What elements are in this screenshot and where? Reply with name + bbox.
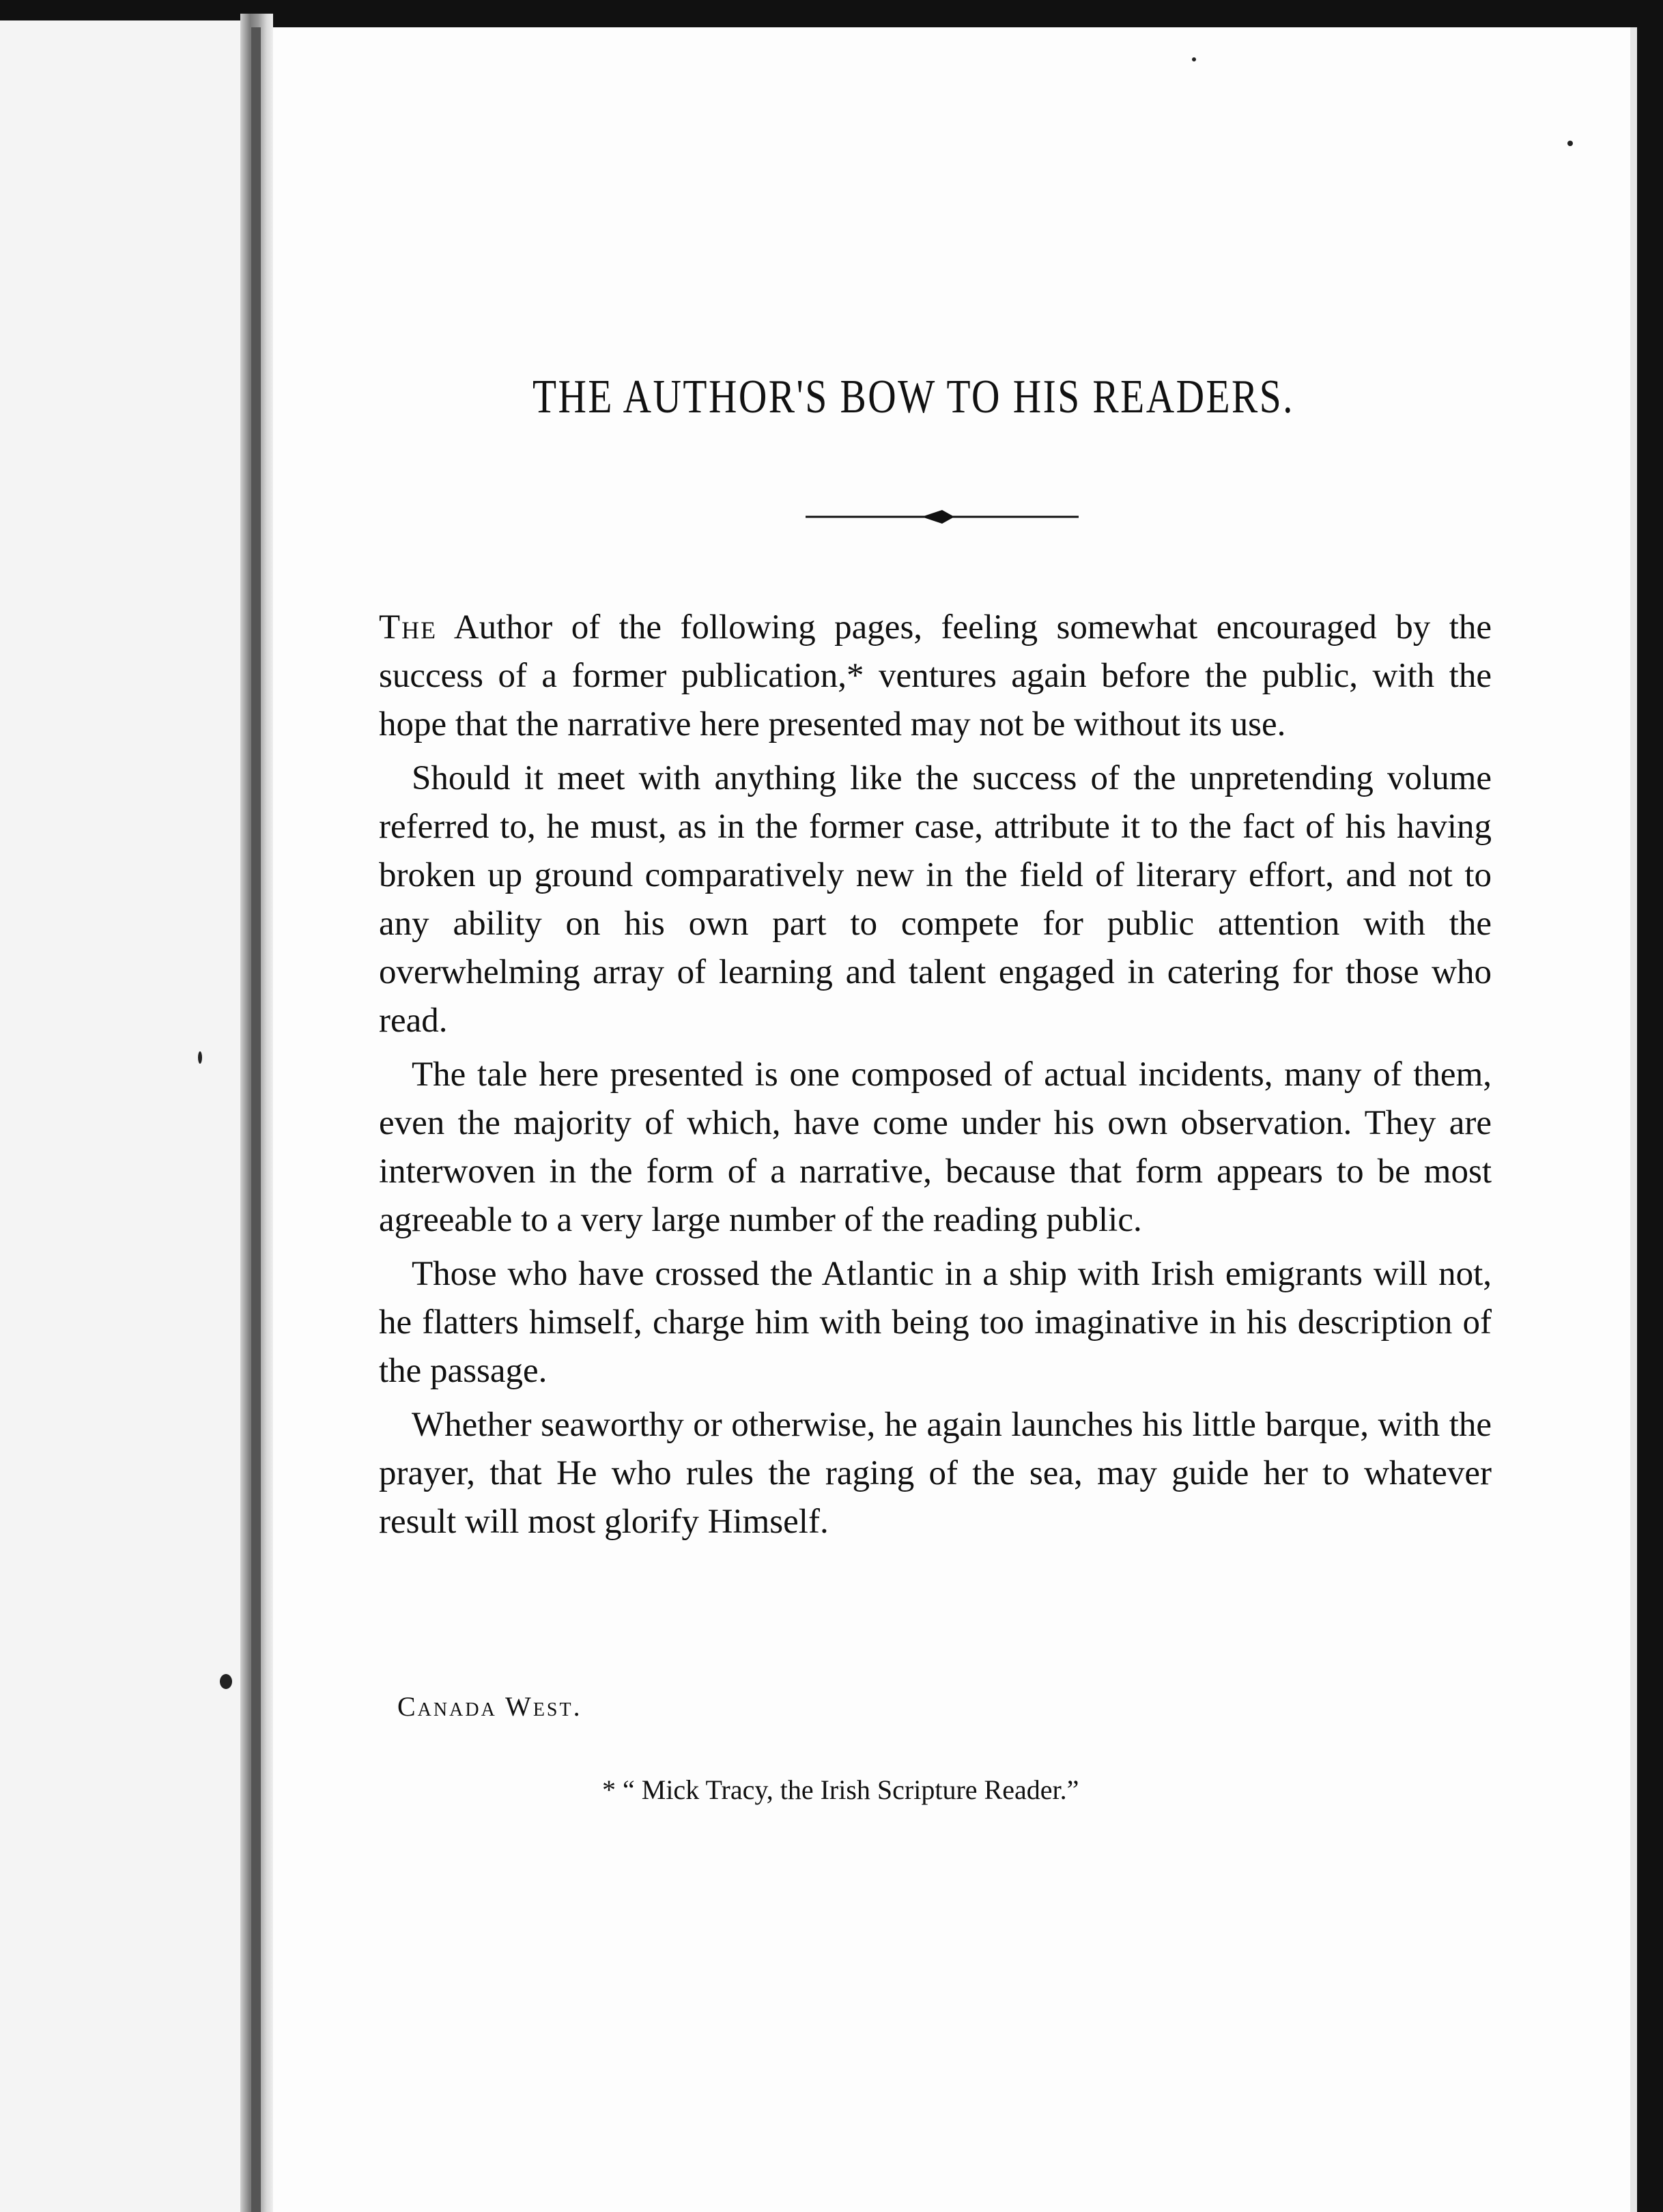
paragraph: Should it meet with anything like the success of the unpretending volume referred to, he must, as in the former case, attribute it to the fact of his having broken up ground comparatively new in the field of literary effort, and not to any ability on his own part to compete for public attention with the overwhelming array of learning and talent engaged in catering for those who read. xyxy=(379,759,1492,1040)
footnote: * “ Mick Tracy, the Irish Scripture Reader.” xyxy=(602,1774,1079,1805)
paragraph xyxy=(379,604,1492,749)
scan-right-edge xyxy=(1637,20,1663,2212)
paragraph: Whether seaworthy or otherwise, he again launches his little barque, with the prayer, that He who rules the raging of the sea, may guide her to whatever result will most glorify Himself. xyxy=(379,1406,1492,1541)
paragraph: Those who have crossed the Atlantic in a ship with Irish emigrants will not, he flatters himself, charge him with being too imaginative in his description of the passage. xyxy=(379,1255,1492,1390)
binding-shadow xyxy=(251,27,261,2212)
paragraph: The tale here presented is one composed of actual incidents, many of them, even the majority of which, have come under his own observation. They are interwoven in the form of a narrative, because that form appears to be most agreeable to a very large number of the reading public. xyxy=(379,1055,1492,1239)
page-edge xyxy=(1630,27,1637,2212)
scan-speck xyxy=(1567,141,1573,146)
left-blank-page xyxy=(0,20,240,2212)
paragraph-text: Author of the following pages, feeling somewhat encouraged by the success of a former publication,* ventures again before the public, with the hope that the narrative here presented may not be without its use. xyxy=(379,608,1492,743)
page-title: THE AUTHOR'S BOW TO HIS READERS. xyxy=(532,371,1294,423)
body-text xyxy=(379,604,1492,1552)
paragraph-lead: The xyxy=(379,608,438,647)
scan-speck xyxy=(198,1051,202,1064)
signoff: Canada West. xyxy=(397,1691,582,1722)
title-ornament xyxy=(806,507,1079,527)
scan-speck xyxy=(1192,57,1196,61)
scan-speck xyxy=(220,1674,232,1689)
